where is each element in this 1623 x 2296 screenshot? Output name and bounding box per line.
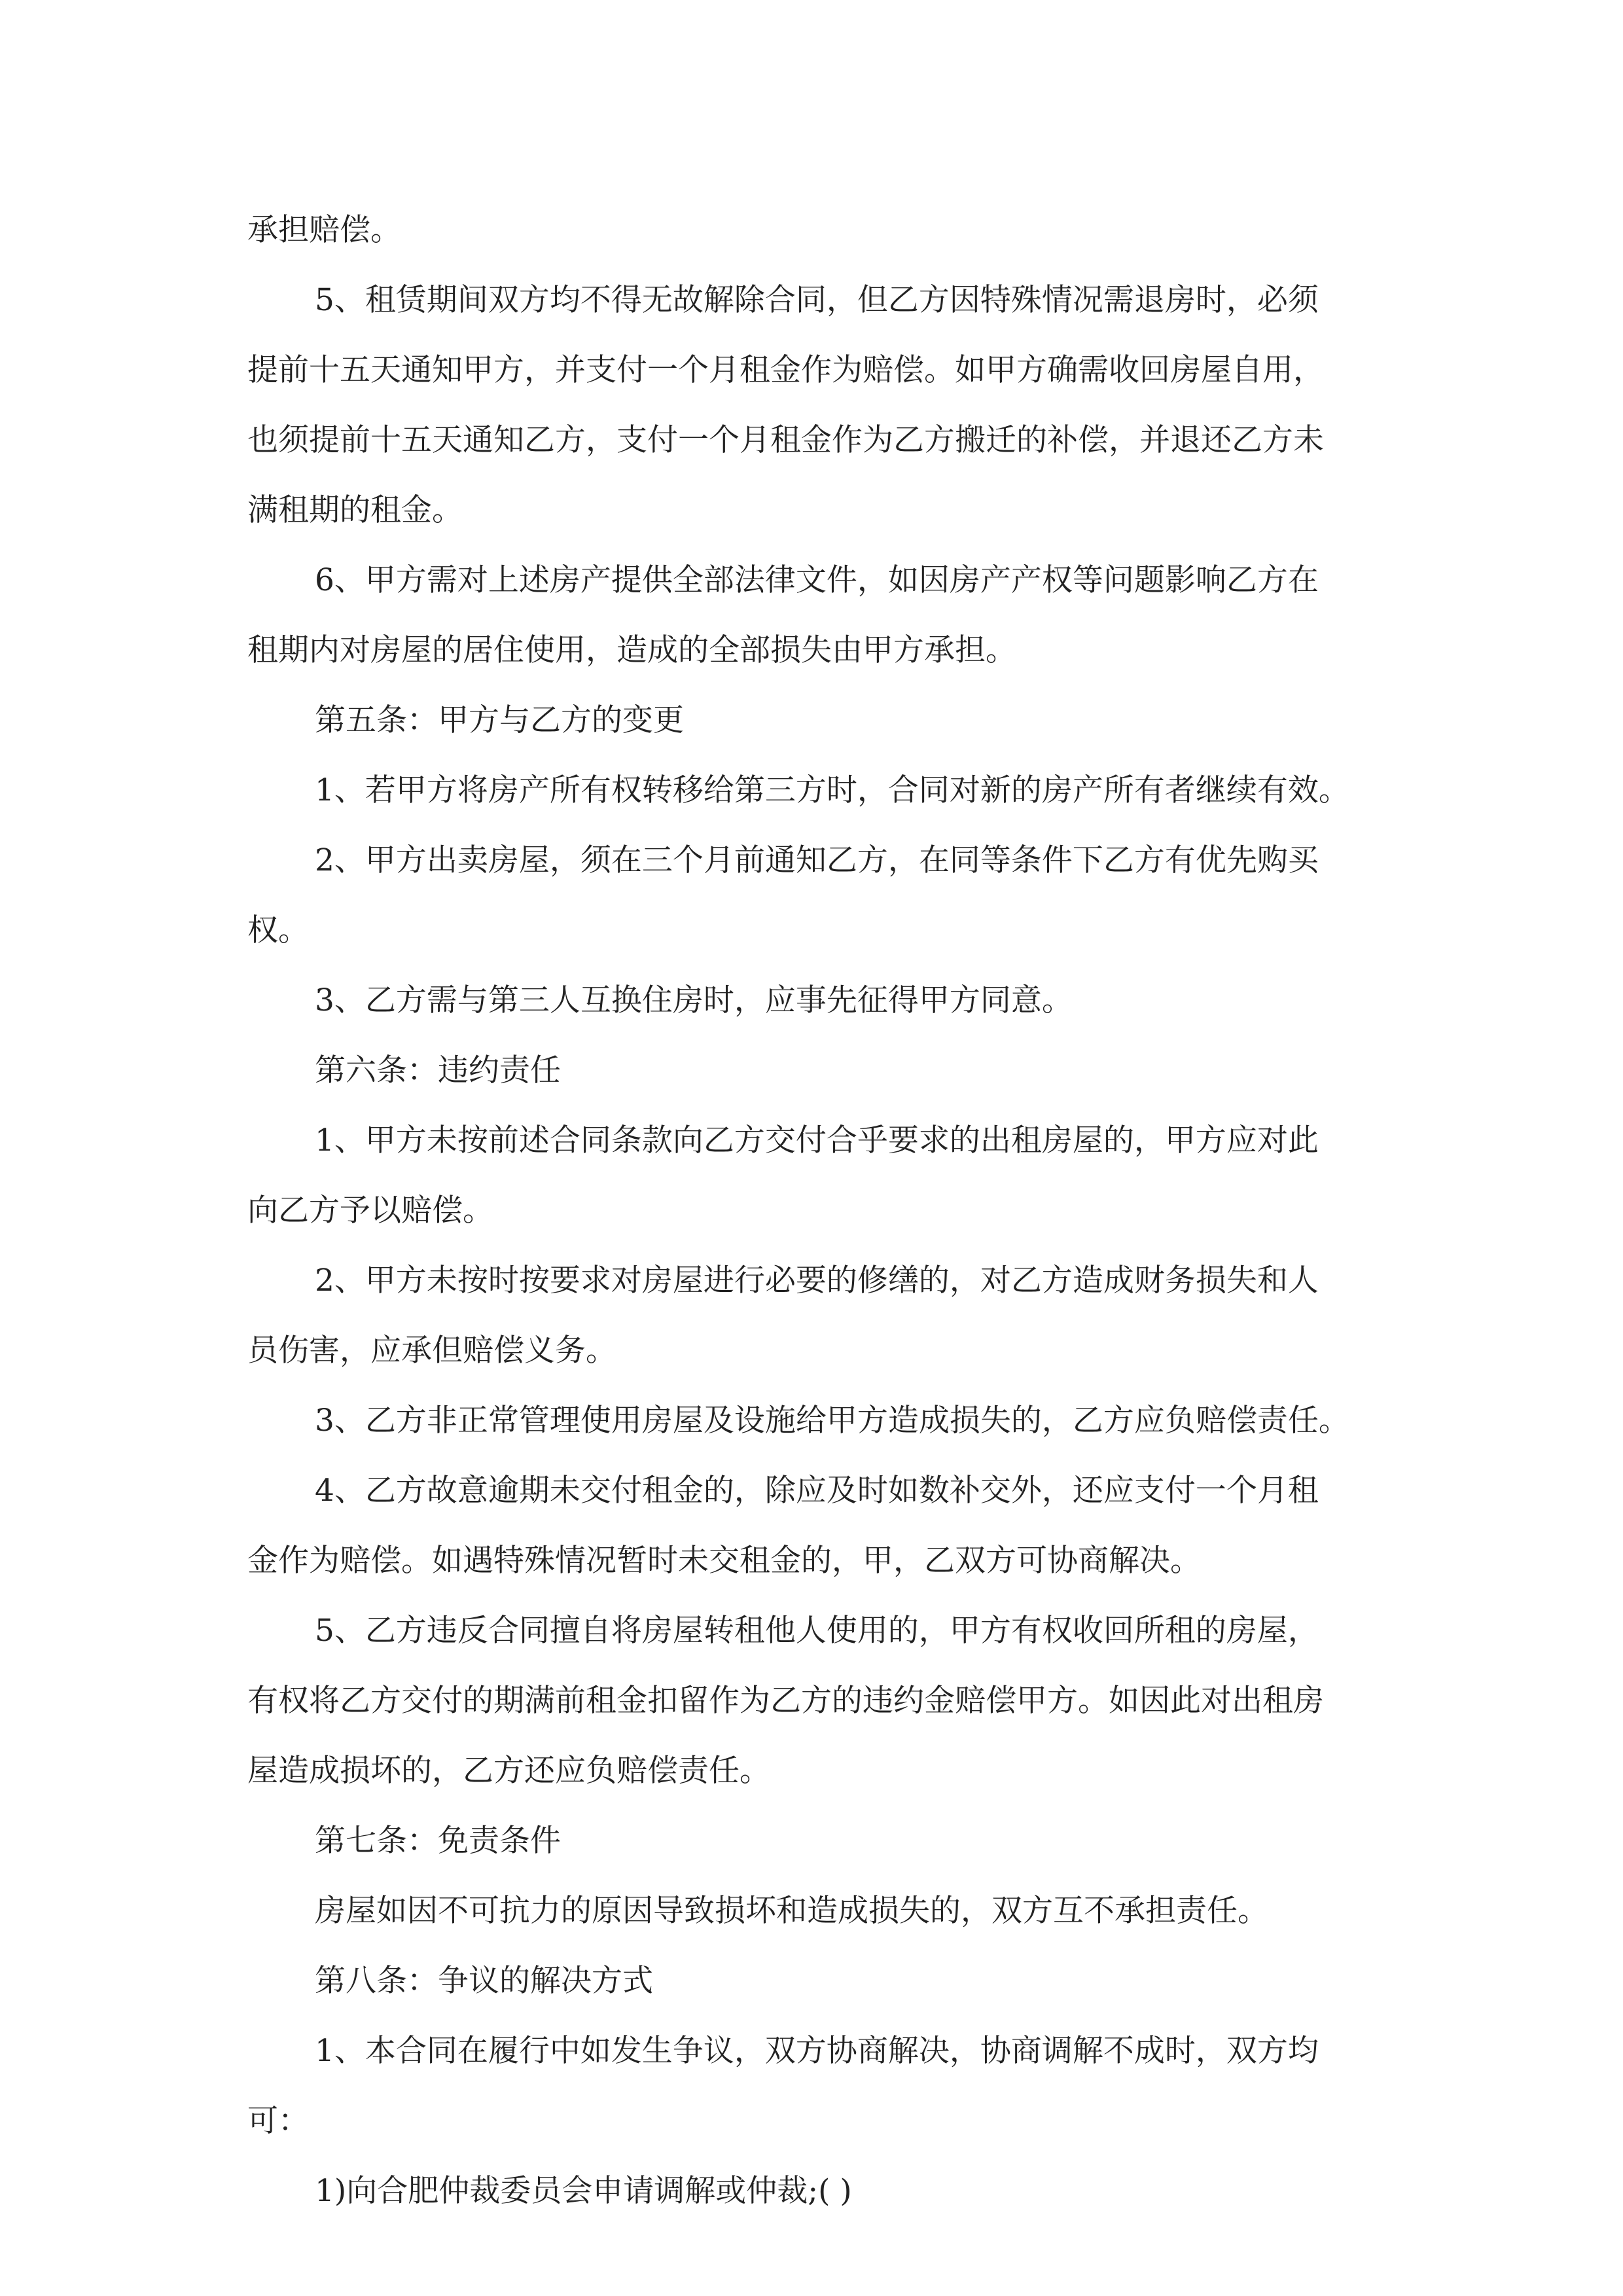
text-line: 1、甲方未按前述合同条款向乙方交付合乎要求的出租房屋的，甲方应对此 [315, 1122, 1319, 1158]
document-body [247, 195, 1399, 2226]
text-line: 4、乙方故意逾期未交付租金的，除应及时如数补交外，还应支付一个月租 [315, 1473, 1319, 1509]
section-heading: 第六条：违约责任 [315, 1052, 561, 1088]
text-line: 金作为赔偿。如遇特殊情况暂时未交租金的，甲，乙双方可协商解决。 [247, 1543, 1201, 1579]
text-line: 满租期的租金。 [247, 492, 463, 528]
text-line: 1、若甲方将房产所有权转移给第三方时，合同对新的房产所有者继续有效。 [315, 772, 1349, 808]
section-heading: 第五条：甲方与乙方的变更 [315, 702, 684, 738]
text-line: 屋造成损坏的，乙方还应负赔偿责任。 [247, 1753, 770, 1789]
text-line: 房屋如因不可抗力的原因导致损坏和造成损失的，双方互不承担责任。 [315, 1893, 1268, 1929]
text-line: 2、甲方出卖房屋，须在三个月前通知乙方，在同等条件下乙方有优先购买 [315, 842, 1319, 878]
section-heading: 第七条：免责条件 [315, 1823, 561, 1859]
text-line: 3、乙方需与第三人互换住房时，应事先征得甲方同意。 [315, 982, 1073, 1018]
text-line: 2、甲方未按时按要求对房屋进行必要的修缮的，对乙方造成财务损失和人 [315, 1263, 1319, 1299]
text-line: 有权将乙方交付的期满前租金扣留作为乙方的违约金赔偿甲方。如因此对出租房 [247, 1683, 1324, 1719]
text-line: 1)向合肥仲裁委员会申请调解或仲裁;( ) [315, 2173, 852, 2209]
text-line: 提前十五天通知甲方，并支付一个月租金作为赔偿。如甲方确需收回房屋自用， [247, 352, 1324, 388]
text-line: 租期内对房屋的居住使用，造成的全部损失由甲方承担。 [247, 632, 1016, 668]
text-line: 承担赔偿。 [247, 212, 401, 248]
text-line: 5、乙方违反合同擅自将房屋转租他人使用的，甲方有权收回所租的房屋， [315, 1613, 1319, 1649]
text-line: 6、甲方需对上述房产提供全部法律文件，如因房产产权等问题影响乙方在 [315, 562, 1319, 598]
section-heading: 第八条：争议的解决方式 [315, 1963, 653, 1999]
text-line: 1、本合同在履行中如发生争议，双方协商解决，协商调解不成时，双方均 [315, 2033, 1319, 2069]
text-line: 可： [247, 2103, 309, 2139]
text-line: 向乙方予以赔偿。 [247, 1193, 493, 1229]
text-line: 也须提前十五天通知乙方，支付一个月租金作为乙方搬迁的补偿，并退还乙方未 [247, 422, 1324, 458]
text-line: 员伤害，应承但赔偿义务。 [247, 1333, 616, 1369]
text-line: 权。 [247, 912, 309, 948]
text-line: 3、乙方非正常管理使用房屋及设施给甲方造成损失的，乙方应负赔偿责任。 [315, 1403, 1349, 1439]
text-line: 5、租赁期间双方均不得无故解除合同，但乙方因特殊情况需退房时，必须 [315, 282, 1319, 318]
